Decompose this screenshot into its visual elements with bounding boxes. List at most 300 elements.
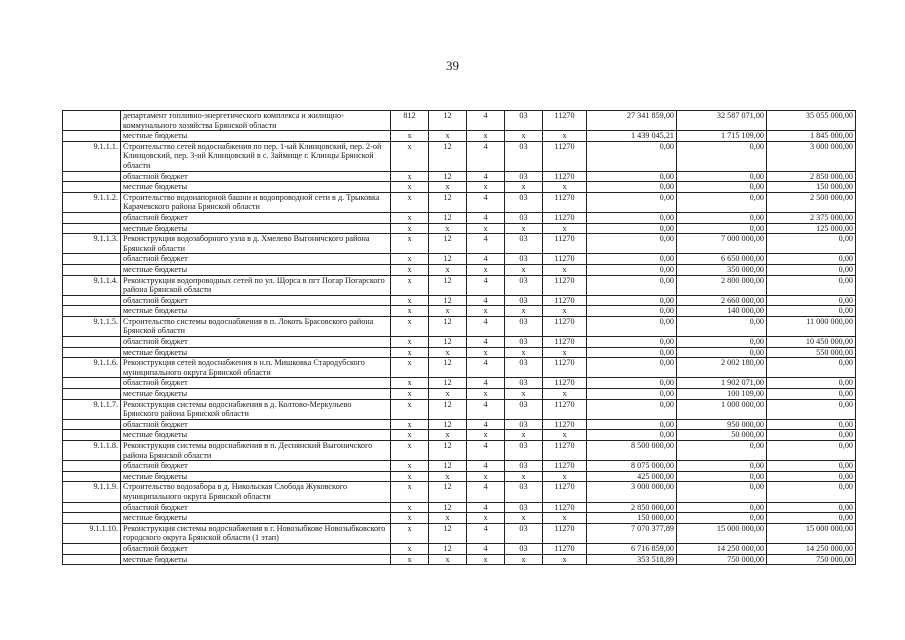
amount-year-3: 0,00 xyxy=(767,234,856,254)
amount-year-2: 0,00 xyxy=(677,212,767,223)
code-ministry: х xyxy=(391,461,429,472)
code-program: 4 xyxy=(467,358,505,378)
code-subprogram: х xyxy=(505,306,543,317)
amount-year-3: 0,00 xyxy=(767,513,856,524)
code-program: 4 xyxy=(467,192,505,212)
amount-year-1: 8 075 000,00 xyxy=(587,461,677,472)
amount-year-1: 0,00 xyxy=(587,192,677,212)
code-section: х xyxy=(429,306,467,317)
code-target: 11270 xyxy=(543,212,587,223)
row-number: 9.1.1.4. xyxy=(63,275,121,295)
table-body xyxy=(63,111,856,565)
code-subprogram: 03 xyxy=(505,316,543,336)
code-target: х xyxy=(543,131,587,142)
code-program: 4 xyxy=(467,275,505,295)
code-target: х xyxy=(543,306,587,317)
row-number xyxy=(63,111,121,131)
code-target: 11270 xyxy=(543,111,587,131)
row-number: 9.1.1.1. xyxy=(63,141,121,171)
amount-year-2: 0,00 xyxy=(677,461,767,472)
amount-year-3: 2 850 000,00 xyxy=(767,171,856,182)
row-name: Реконструкция водозаборного узла в д. Хмелево Выгоничского района Брянской области xyxy=(121,234,391,254)
amount-year-3: 0,00 xyxy=(767,264,856,275)
code-section: 12 xyxy=(429,441,467,461)
amount-year-3: 0,00 xyxy=(767,254,856,265)
row-number xyxy=(63,337,121,348)
row-name: местные бюджеты xyxy=(121,306,391,317)
code-subprogram: 03 xyxy=(505,171,543,182)
amount-year-3: 0,00 xyxy=(767,430,856,441)
code-ministry: х xyxy=(391,441,429,461)
code-subprogram: х xyxy=(505,554,543,565)
code-section: 12 xyxy=(429,316,467,336)
code-target: 11270 xyxy=(543,254,587,265)
row-name: областной бюджет xyxy=(121,171,391,182)
code-ministry: х xyxy=(391,295,429,306)
code-target: 11270 xyxy=(543,441,587,461)
row-name: Строительство системы водоснабжения в п. Локоть Брасовского района Брянской области xyxy=(121,316,391,336)
code-program: 4 xyxy=(467,482,505,502)
code-target: 11270 xyxy=(543,171,587,182)
code-subprogram: 03 xyxy=(505,358,543,378)
amount-year-1: 150 000,00 xyxy=(587,513,677,524)
amount-year-2: 0,00 xyxy=(677,471,767,482)
code-program: 4 xyxy=(467,212,505,223)
amount-year-3: 0,00 xyxy=(767,275,856,295)
code-program: 4 xyxy=(467,337,505,348)
amount-year-3: 0,00 xyxy=(767,441,856,461)
code-target: 11270 xyxy=(543,523,587,543)
table-row xyxy=(63,358,856,378)
row-number xyxy=(63,554,121,565)
code-subprogram: 03 xyxy=(505,502,543,513)
amount-year-3: 550 000,00 xyxy=(767,347,856,358)
code-subprogram: 03 xyxy=(505,378,543,389)
code-section: 12 xyxy=(429,295,467,306)
code-section: 12 xyxy=(429,111,467,131)
code-section: х xyxy=(429,513,467,524)
amount-year-2: 2 660 000,00 xyxy=(677,295,767,306)
row-name: Реконструкция системы водоснабжения в г. Новозыбкове Новозыбковского городского округа Брянской области (1 этап) xyxy=(121,523,391,543)
code-subprogram: х xyxy=(505,182,543,193)
amount-year-1: 3 000 000,00 xyxy=(587,482,677,502)
code-subprogram: 03 xyxy=(505,212,543,223)
code-subprogram: 03 xyxy=(505,441,543,461)
amount-year-1: 7 070 377,89 xyxy=(587,523,677,543)
row-name: местные бюджеты xyxy=(121,264,391,275)
code-target: х xyxy=(543,347,587,358)
code-ministry: х xyxy=(391,212,429,223)
amount-year-2: 950 000,00 xyxy=(677,419,767,430)
row-number: 9.1.1.6. xyxy=(63,358,121,378)
row-name: местные бюджеты xyxy=(121,223,391,234)
code-section: х xyxy=(429,182,467,193)
code-ministry: х xyxy=(391,543,429,554)
code-subprogram: 03 xyxy=(505,419,543,430)
row-number xyxy=(63,131,121,142)
amount-year-2: 100 109,00 xyxy=(677,389,767,400)
code-target: 11270 xyxy=(543,358,587,378)
code-section: х xyxy=(429,223,467,234)
row-number xyxy=(63,306,121,317)
code-program: х xyxy=(467,389,505,400)
code-target: 11270 xyxy=(543,337,587,348)
table-row xyxy=(63,461,856,472)
amount-year-3: 0,00 xyxy=(767,482,856,502)
row-number xyxy=(63,223,121,234)
code-subprogram: 03 xyxy=(505,399,543,419)
amount-year-1: 0,00 xyxy=(587,234,677,254)
amount-year-2: 32 587 071,00 xyxy=(677,111,767,131)
amount-year-3: 0,00 xyxy=(767,295,856,306)
code-target: 11270 xyxy=(543,482,587,502)
table-row xyxy=(63,306,856,317)
table-row xyxy=(63,347,856,358)
code-ministry: х xyxy=(391,399,429,419)
row-number: 9.1.1.2. xyxy=(63,192,121,212)
amount-year-3: 0,00 xyxy=(767,399,856,419)
code-target: 11270 xyxy=(543,295,587,306)
amount-year-1: 27 341 859,00 xyxy=(587,111,677,131)
code-target: х xyxy=(543,389,587,400)
amount-year-1: 0,00 xyxy=(587,254,677,265)
amount-year-3: 11 000 000,00 xyxy=(767,316,856,336)
row-number xyxy=(63,419,121,430)
table-row xyxy=(63,171,856,182)
code-ministry: х xyxy=(391,347,429,358)
code-ministry: х xyxy=(391,234,429,254)
code-target: 11270 xyxy=(543,461,587,472)
code-subprogram: 03 xyxy=(505,254,543,265)
code-section: х xyxy=(429,347,467,358)
code-program: х xyxy=(467,430,505,441)
table-row xyxy=(63,254,856,265)
code-target: х xyxy=(543,223,587,234)
code-ministry: х xyxy=(391,306,429,317)
code-ministry: х xyxy=(391,482,429,502)
code-ministry: х xyxy=(391,192,429,212)
code-target: 11270 xyxy=(543,378,587,389)
row-number xyxy=(63,513,121,524)
amount-year-2: 750 000,00 xyxy=(677,554,767,565)
code-program: 4 xyxy=(467,111,505,131)
code-section: 12 xyxy=(429,254,467,265)
amount-year-3: 0,00 xyxy=(767,358,856,378)
amount-year-1: 0,00 xyxy=(587,337,677,348)
amount-year-2: 0,00 xyxy=(677,441,767,461)
code-section: 12 xyxy=(429,378,467,389)
amount-year-3: 150 000,00 xyxy=(767,182,856,193)
amount-year-2: 0,00 xyxy=(677,182,767,193)
code-target: х xyxy=(543,182,587,193)
code-ministry: х xyxy=(391,430,429,441)
amount-year-3: 2 375 000,00 xyxy=(767,212,856,223)
table-row xyxy=(63,399,856,419)
amount-year-1: 0,00 xyxy=(587,316,677,336)
code-ministry: х xyxy=(391,554,429,565)
code-section: х xyxy=(429,471,467,482)
code-ministry: х xyxy=(391,389,429,400)
table-row xyxy=(63,234,856,254)
amount-year-1: 0,00 xyxy=(587,171,677,182)
amount-year-1: 2 850 000,00 xyxy=(587,502,677,513)
amount-year-2: 0,00 xyxy=(677,192,767,212)
code-program: х xyxy=(467,347,505,358)
code-subprogram: 03 xyxy=(505,234,543,254)
table-row xyxy=(63,419,856,430)
amount-year-1: 0,00 xyxy=(587,212,677,223)
code-subprogram: 03 xyxy=(505,111,543,131)
code-program: х xyxy=(467,554,505,565)
row-number xyxy=(63,212,121,223)
row-name: Реконструкция сетей водоснабжения в н.п. Мишковка Стародубского муниципального округа Брянской области xyxy=(121,358,391,378)
row-number: 9.1.1.3. xyxy=(63,234,121,254)
code-section: 12 xyxy=(429,192,467,212)
table-row xyxy=(63,389,856,400)
table-row xyxy=(63,471,856,482)
code-subprogram: 03 xyxy=(505,192,543,212)
code-program: 4 xyxy=(467,254,505,265)
code-section: 12 xyxy=(429,234,467,254)
amount-year-1: 0,00 xyxy=(587,347,677,358)
row-number xyxy=(63,543,121,554)
code-ministry: х xyxy=(391,223,429,234)
amount-year-3: 0,00 xyxy=(767,502,856,513)
code-program: 4 xyxy=(467,461,505,472)
row-name: Реконструкция системы водоснабжения в п. Деснянский Выгоничского района Брянской области xyxy=(121,441,391,461)
amount-year-2: 0,00 xyxy=(677,482,767,502)
row-number xyxy=(63,254,121,265)
code-program: 4 xyxy=(467,171,505,182)
amount-year-2: 15 000 000,00 xyxy=(677,523,767,543)
amount-year-2: 7 000 000,00 xyxy=(677,234,767,254)
code-ministry: х xyxy=(391,275,429,295)
code-section: 12 xyxy=(429,212,467,223)
row-name: местные бюджеты xyxy=(121,554,391,565)
amount-year-2: 0,00 xyxy=(677,316,767,336)
code-program: 4 xyxy=(467,378,505,389)
code-target: х xyxy=(543,471,587,482)
code-ministry: х xyxy=(391,171,429,182)
row-name: департамент топливно-энергетического комплекса и жилищно-коммунального хозяйства Брянской области xyxy=(121,111,391,131)
row-name: местные бюджеты xyxy=(121,389,391,400)
code-target: х xyxy=(543,264,587,275)
code-program: х xyxy=(467,471,505,482)
code-program: х xyxy=(467,513,505,524)
code-program: х xyxy=(467,223,505,234)
row-name: Реконструкция системы водоснабжения в д. Колтово-Меркульево Брянского района Брянской области xyxy=(121,399,391,419)
code-section: х xyxy=(429,131,467,142)
amount-year-1: 0,00 xyxy=(587,399,677,419)
amount-year-1: 0,00 xyxy=(587,295,677,306)
code-target: х xyxy=(543,554,587,565)
row-number xyxy=(63,378,121,389)
row-number xyxy=(63,430,121,441)
amount-year-3: 1 845 000,00 xyxy=(767,131,856,142)
code-program: 4 xyxy=(467,441,505,461)
row-name: областной бюджет xyxy=(121,212,391,223)
row-number xyxy=(63,264,121,275)
code-section: 12 xyxy=(429,358,467,378)
table-row xyxy=(63,441,856,461)
code-subprogram: х xyxy=(505,389,543,400)
amount-year-2: 2 002 180,00 xyxy=(677,358,767,378)
amount-year-2: 14 250 000,00 xyxy=(677,543,767,554)
code-target: 11270 xyxy=(543,419,587,430)
row-name: Реконструкция водопроводных сетей по ул. Щорса в пгт Погар Погарского района Брянской области xyxy=(121,275,391,295)
amount-year-1: 6 716 859,00 xyxy=(587,543,677,554)
code-program: 4 xyxy=(467,234,505,254)
row-number: 9.1.1.8. xyxy=(63,441,121,461)
code-section: 12 xyxy=(429,461,467,472)
code-section: 12 xyxy=(429,543,467,554)
amount-year-3: 750 000,00 xyxy=(767,554,856,565)
row-name: местные бюджеты xyxy=(121,347,391,358)
code-ministry: х xyxy=(391,358,429,378)
amount-year-3: 0,00 xyxy=(767,419,856,430)
code-ministry: 812 xyxy=(391,111,429,131)
table-row xyxy=(63,502,856,513)
amount-year-2: 0,00 xyxy=(677,141,767,171)
amount-year-3: 35 055 000,00 xyxy=(767,111,856,131)
code-program: 4 xyxy=(467,399,505,419)
code-target: х xyxy=(543,430,587,441)
amount-year-3: 15 000 000,00 xyxy=(767,523,856,543)
amount-year-1: 0,00 xyxy=(587,141,677,171)
code-section: 12 xyxy=(429,502,467,513)
row-number xyxy=(63,389,121,400)
amount-year-2: 50 000,00 xyxy=(677,430,767,441)
budget-table xyxy=(62,110,856,565)
code-ministry: х xyxy=(391,337,429,348)
amount-year-1: 0,00 xyxy=(587,419,677,430)
amount-year-3: 0,00 xyxy=(767,306,856,317)
amount-year-2: 0,00 xyxy=(677,337,767,348)
row-name: местные бюджеты xyxy=(121,513,391,524)
row-number: 9.1.1.5. xyxy=(63,316,121,336)
code-program: 4 xyxy=(467,141,505,171)
code-section: 12 xyxy=(429,523,467,543)
code-ministry: х xyxy=(391,523,429,543)
row-name: Строительство сетей водоснабжения по пер. 1-ый Клинцовский, пер. 2-ой Клинцовский, пер. 3-ий Клинцовский в с. Займище г. Клинцы Брянской области xyxy=(121,141,391,171)
code-subprogram: х xyxy=(505,471,543,482)
row-name: областной бюджет xyxy=(121,502,391,513)
amount-year-2: 2 800 000,00 xyxy=(677,275,767,295)
row-name: областной бюджет xyxy=(121,461,391,472)
amount-year-3: 10 450 000,00 xyxy=(767,337,856,348)
code-target: 11270 xyxy=(543,234,587,254)
amount-year-1: 425 000,00 xyxy=(587,471,677,482)
code-ministry: х xyxy=(391,131,429,142)
table-row xyxy=(63,131,856,142)
amount-year-1: 0,00 xyxy=(587,275,677,295)
code-section: 12 xyxy=(429,141,467,171)
code-target: 11270 xyxy=(543,502,587,513)
code-subprogram: х xyxy=(505,513,543,524)
amount-year-2: 0,00 xyxy=(677,502,767,513)
table-row xyxy=(63,192,856,212)
code-section: х xyxy=(429,430,467,441)
table-row xyxy=(63,337,856,348)
amount-year-1: 0,00 xyxy=(587,378,677,389)
amount-year-3: 0,00 xyxy=(767,461,856,472)
table-row xyxy=(63,182,856,193)
code-section: х xyxy=(429,554,467,565)
code-target: 11270 xyxy=(543,141,587,171)
row-number xyxy=(63,502,121,513)
amount-year-1: 0,00 xyxy=(587,182,677,193)
code-section: 12 xyxy=(429,337,467,348)
code-target: 11270 xyxy=(543,543,587,554)
code-subprogram: 03 xyxy=(505,295,543,306)
code-ministry: х xyxy=(391,254,429,265)
table-row xyxy=(63,430,856,441)
code-program: 4 xyxy=(467,523,505,543)
code-subprogram: 03 xyxy=(505,543,543,554)
table-row xyxy=(63,111,856,131)
amount-year-1: 1 439 045,21 xyxy=(587,131,677,142)
amount-year-3: 2 500 000,00 xyxy=(767,192,856,212)
table-row xyxy=(63,295,856,306)
row-number xyxy=(63,347,121,358)
code-ministry: х xyxy=(391,471,429,482)
table-row xyxy=(63,316,856,336)
table-row xyxy=(63,223,856,234)
amount-year-3: 0,00 xyxy=(767,378,856,389)
row-name: местные бюджеты xyxy=(121,131,391,142)
code-section: 12 xyxy=(429,419,467,430)
code-ministry: х xyxy=(391,419,429,430)
code-ministry: х xyxy=(391,502,429,513)
code-ministry: х xyxy=(391,513,429,524)
table-row xyxy=(63,212,856,223)
code-subprogram: х xyxy=(505,223,543,234)
code-ministry: х xyxy=(391,316,429,336)
code-subprogram: х xyxy=(505,347,543,358)
code-program: 4 xyxy=(467,419,505,430)
code-subprogram: х xyxy=(505,430,543,441)
row-number: 9.1.1.9. xyxy=(63,482,121,502)
row-number: 9.1.1.7. xyxy=(63,399,121,419)
code-program: 4 xyxy=(467,502,505,513)
code-program: х xyxy=(467,182,505,193)
amount-year-2: 350 000,00 xyxy=(677,264,767,275)
code-section: 12 xyxy=(429,399,467,419)
amount-year-1: 0,00 xyxy=(587,358,677,378)
amount-year-1: 0,00 xyxy=(587,223,677,234)
table-row xyxy=(63,378,856,389)
code-section: 12 xyxy=(429,171,467,182)
amount-year-2: 1 902 071,00 xyxy=(677,378,767,389)
row-number xyxy=(63,295,121,306)
amount-year-2: 0,00 xyxy=(677,171,767,182)
table-row xyxy=(63,275,856,295)
row-name: областной бюджет xyxy=(121,543,391,554)
code-section: 12 xyxy=(429,482,467,502)
row-number xyxy=(63,461,121,472)
table-row xyxy=(63,523,856,543)
code-program: х xyxy=(467,264,505,275)
code-section: 12 xyxy=(429,275,467,295)
code-program: 4 xyxy=(467,295,505,306)
amount-year-1: 0,00 xyxy=(587,389,677,400)
amount-year-1: 0,00 xyxy=(587,306,677,317)
code-target: 11270 xyxy=(543,275,587,295)
row-number: 9.1.1.10. xyxy=(63,523,121,543)
amount-year-3: 0,00 xyxy=(767,389,856,400)
amount-year-2: 1 715 109,00 xyxy=(677,131,767,142)
code-subprogram: 03 xyxy=(505,461,543,472)
